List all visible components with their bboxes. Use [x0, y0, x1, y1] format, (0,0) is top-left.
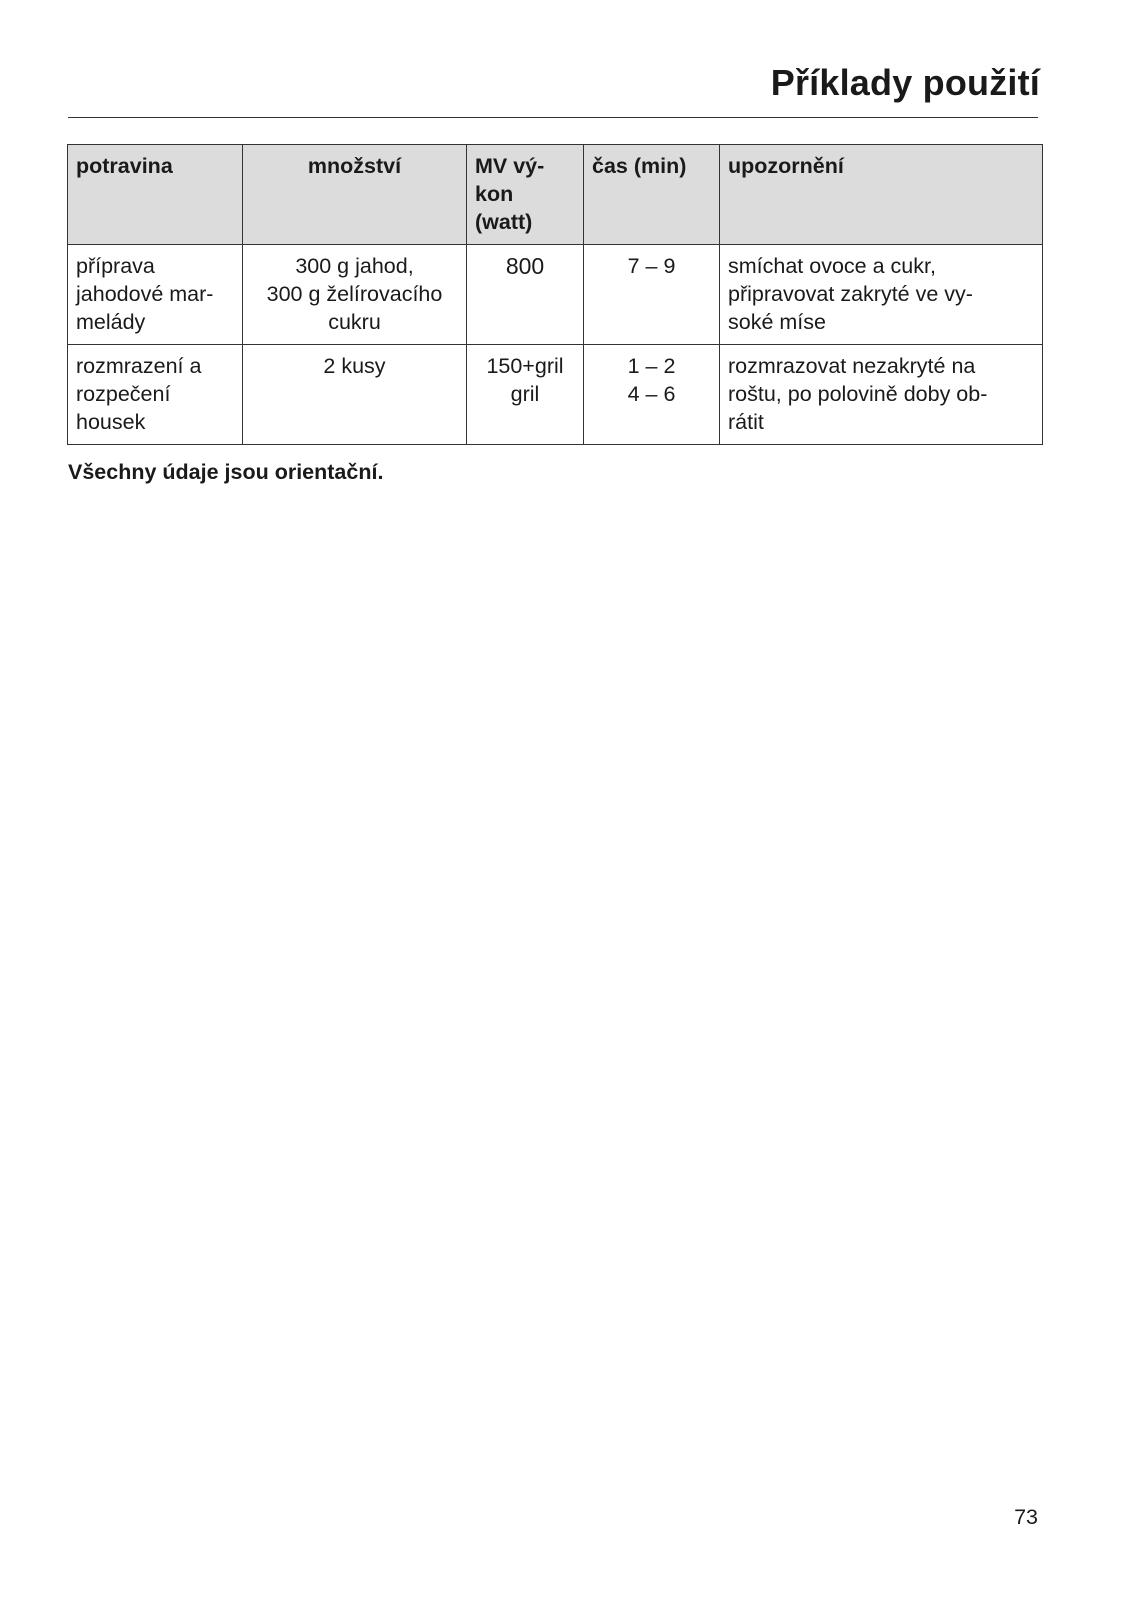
cell-quantity: 300 g jahod, 300 g želírovacího cukru: [243, 245, 467, 345]
cell-time: 1 – 2 4 – 6: [584, 345, 720, 445]
cell-notes: rozmrazovat nezakryté na roštu, po polovině doby ob- rátit: [720, 345, 1043, 445]
table-row: [68, 245, 1043, 345]
header-quantity: množství: [243, 145, 467, 245]
table-header-row: [68, 145, 1043, 245]
cell-time: 7 – 9: [584, 245, 720, 345]
cell-power: 150+gril gril: [467, 345, 584, 445]
cell-food: příprava jahodové mar- melády: [68, 245, 243, 345]
cell-notes: smíchat ovoce a cukr, připravovat zakryté ve vy- soké míse: [720, 245, 1043, 345]
cell-food: rozmrazení a rozpečení housek: [68, 345, 243, 445]
usage-examples-table: [67, 144, 1043, 445]
page-title: Příklady použití: [770, 62, 1040, 103]
page-number: 73: [1014, 1505, 1038, 1529]
header-notes: upozornění: [720, 145, 1043, 245]
header-food: potravina: [68, 145, 243, 245]
cell-power: 800: [467, 245, 584, 345]
header-power: MV vý- kon (watt): [467, 145, 584, 245]
table-row: [68, 345, 1043, 445]
title-divider: [68, 117, 1038, 118]
header-time: čas (min): [584, 145, 720, 245]
disclaimer-note: Všechny údaje jsou orientační.: [68, 460, 384, 484]
cell-quantity: 2 kusy: [243, 345, 467, 445]
